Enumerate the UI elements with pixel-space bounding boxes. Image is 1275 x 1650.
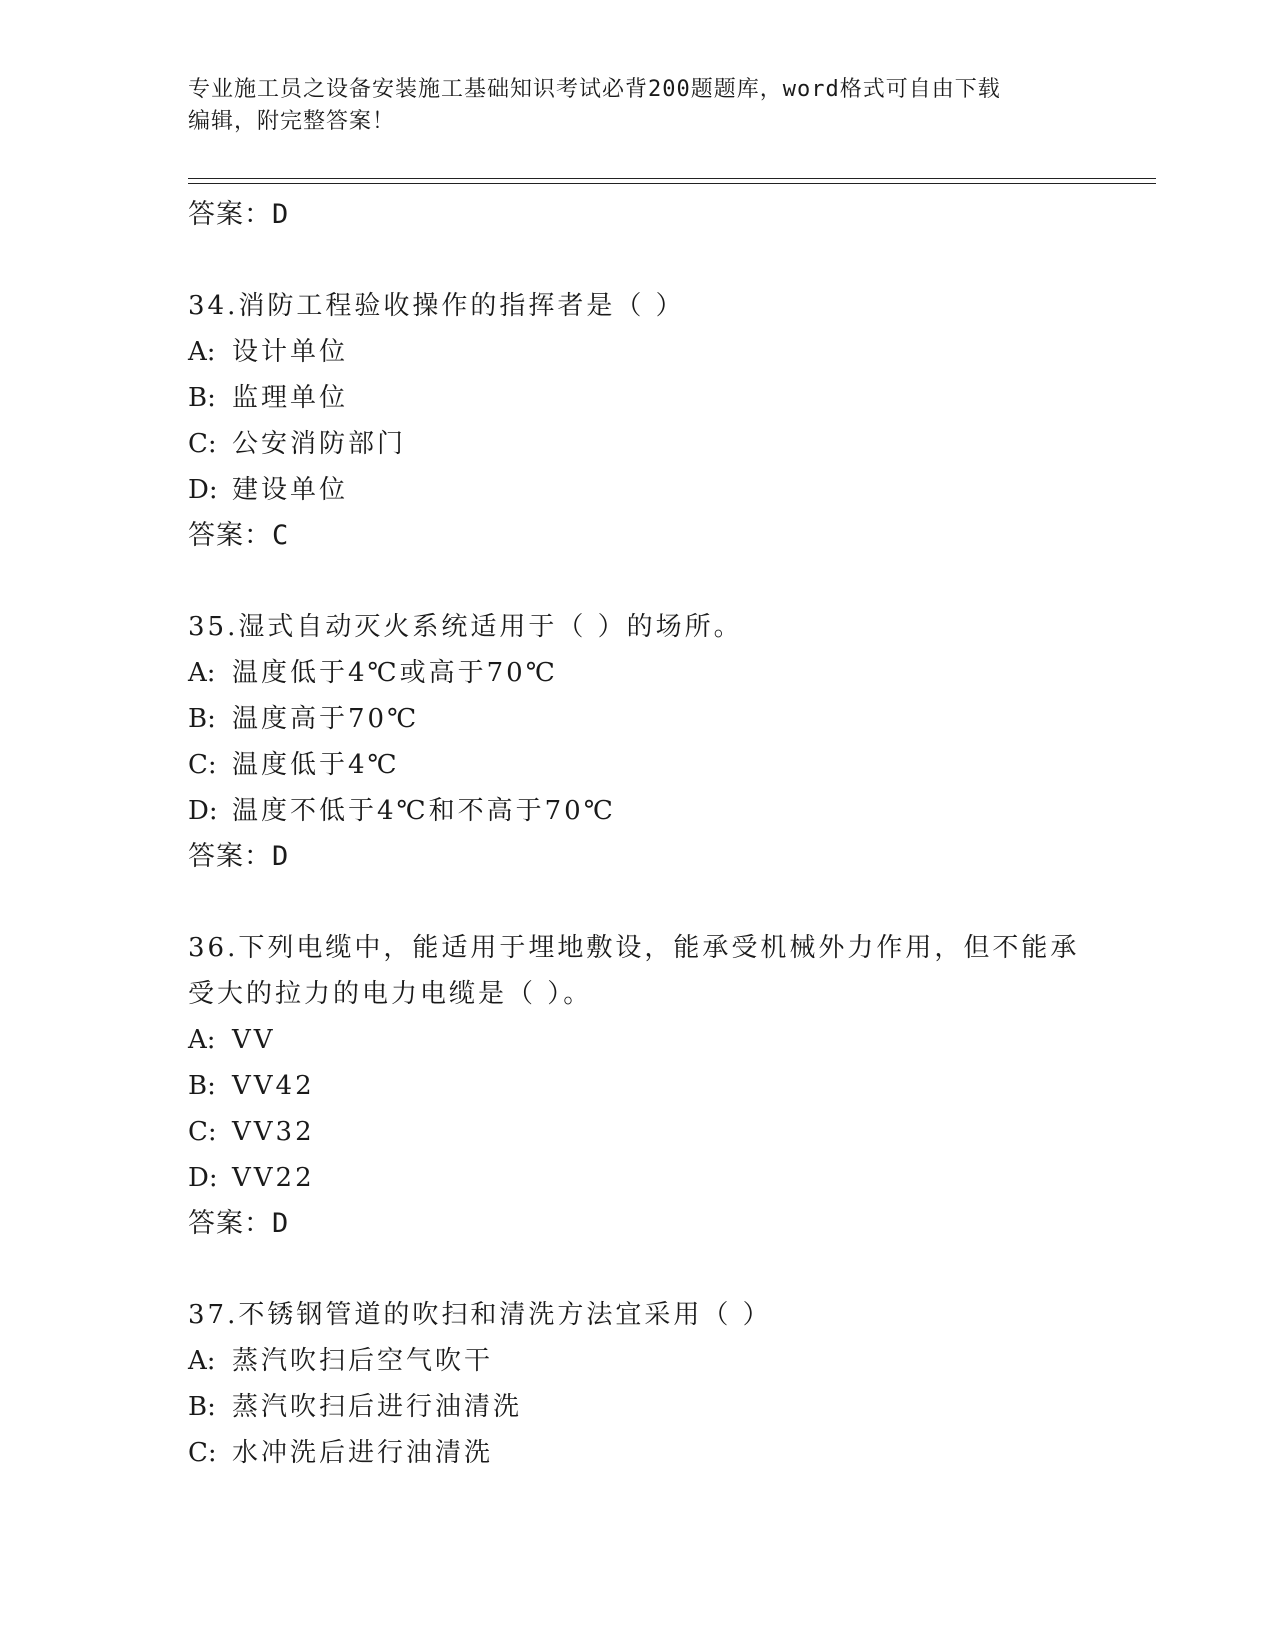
header-line-2: 编辑，附完整答案！ bbox=[188, 109, 396, 134]
header-line-1: 专业施工员之设备安装施工基础知识考试必背200题题库，word格式可自由下载 bbox=[188, 77, 1001, 102]
option-letter: A: bbox=[188, 337, 216, 367]
option-text: 蒸汽吹扫后空气吹干 bbox=[232, 1346, 494, 1376]
option-letter: B: bbox=[188, 1071, 216, 1101]
question-stem: 34.消防工程验收操作的指挥者是（ ） bbox=[188, 291, 685, 321]
question-block bbox=[188, 1292, 1108, 1476]
header-divider-bottom bbox=[188, 183, 1156, 184]
option-text: VV bbox=[232, 1025, 276, 1055]
answer-line: 答案：C bbox=[188, 520, 290, 551]
option-d bbox=[188, 788, 1108, 834]
option-letter: D: bbox=[188, 1163, 218, 1193]
option-letter: B: bbox=[188, 704, 216, 734]
option-b bbox=[188, 1384, 1108, 1430]
question-block bbox=[188, 283, 1108, 559]
option-text: 建设单位 bbox=[232, 475, 349, 505]
option-letter: B: bbox=[188, 1392, 216, 1422]
option-letter: C: bbox=[188, 1117, 217, 1147]
option-b bbox=[188, 375, 1108, 421]
option-a bbox=[188, 329, 1108, 375]
question-stem-line-1: 36.下列电缆中，能适用于埋地敷设，能承受机械外力作用，但不能承 bbox=[188, 933, 1080, 963]
option-letter: C: bbox=[188, 1438, 217, 1468]
option-letter: B: bbox=[188, 383, 216, 413]
option-letter: C: bbox=[188, 750, 217, 780]
document-header bbox=[188, 74, 1088, 138]
option-c bbox=[188, 742, 1108, 788]
option-text: 蒸汽吹扫后进行油清洗 bbox=[232, 1392, 523, 1422]
option-letter: C: bbox=[188, 429, 217, 459]
option-letter: A: bbox=[188, 658, 216, 688]
question-stem: 35.湿式自动灭火系统适用于（ ）的场所。 bbox=[188, 612, 743, 642]
option-text: 温度低于4℃ bbox=[232, 750, 400, 780]
option-c bbox=[188, 1109, 1108, 1155]
question-stem-line-2: 受大的拉力的电力电缆是（ ）。 bbox=[188, 979, 593, 1009]
option-text: VV42 bbox=[232, 1071, 315, 1101]
option-b bbox=[188, 696, 1108, 742]
question-block bbox=[188, 925, 1108, 1247]
option-d bbox=[188, 1155, 1108, 1201]
answer-line: 答案：D bbox=[188, 1208, 290, 1239]
option-text: 设计单位 bbox=[232, 337, 349, 367]
option-d bbox=[188, 467, 1108, 513]
header-divider-top bbox=[188, 178, 1156, 179]
option-a bbox=[188, 1017, 1108, 1063]
option-a bbox=[188, 650, 1108, 696]
option-c bbox=[188, 1430, 1108, 1476]
option-letter: A: bbox=[188, 1346, 216, 1376]
question-stem: 37.不锈钢管道的吹扫和清洗方法宜采用（ ） bbox=[188, 1300, 772, 1330]
option-text: 温度不低于4℃和不高于70℃ bbox=[232, 796, 616, 826]
option-text: 温度低于4℃或高于70℃ bbox=[232, 658, 558, 688]
question-block bbox=[188, 604, 1108, 880]
option-a bbox=[188, 1338, 1108, 1384]
option-text: VV22 bbox=[232, 1163, 315, 1193]
answer-line: 答案：D bbox=[188, 841, 290, 872]
answer-line: 答案：D bbox=[188, 199, 290, 230]
option-c bbox=[188, 421, 1108, 467]
option-letter: D: bbox=[188, 475, 218, 505]
option-text: 监理单位 bbox=[232, 383, 349, 413]
option-text: 温度高于70℃ bbox=[232, 704, 420, 734]
option-text: 公安消防部门 bbox=[232, 429, 407, 459]
option-b bbox=[188, 1063, 1108, 1109]
option-letter: D: bbox=[188, 796, 218, 826]
option-text: 水冲洗后进行油清洗 bbox=[232, 1438, 494, 1468]
question-list bbox=[188, 192, 1108, 1476]
option-text: VV32 bbox=[232, 1117, 315, 1147]
option-letter: A: bbox=[188, 1025, 216, 1055]
